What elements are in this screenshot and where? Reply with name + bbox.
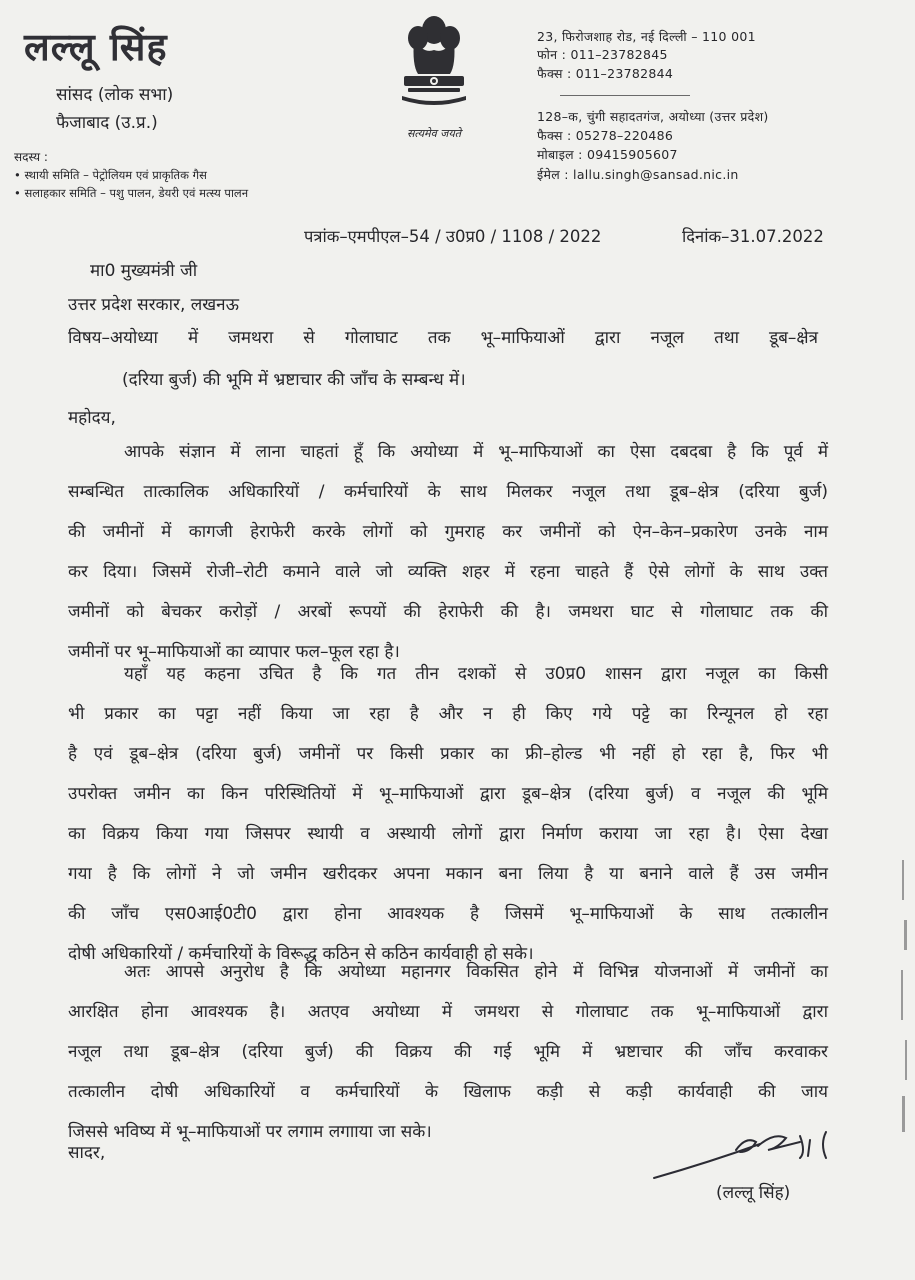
paragraph-line: सम्बन्धित तात्कालिक अधिकारियों / कर्मचारियों के साथ मिलकर नजूल तथा डूब–क्षेत्र (दरिया बुर्ज) xyxy=(68,482,828,502)
reference-number: पत्रांक–एमपीएल–54 / उ0प्र0 / 1108 / 2022 xyxy=(304,227,602,246)
subject-line: विषय–अयोध्या में जमथरा से गोलाघाट तक भू–माफियाओं द्वारा नजूल तथा डूब–क्षेत्र xyxy=(68,328,818,348)
addressee-line: मा0 मुख्यमंत्री जी xyxy=(90,261,198,281)
paragraph-line: भी प्रकार का पट्टा नहीं किया जा रहा है और न ही किए गये पट्टे का रिन्यूनल हो रहा xyxy=(68,704,828,724)
paragraph-line: तत्कालीन दोषी अधिकारियों व कर्मचारियों के खिलाफ कड़ी से कड़ी कार्यवाही की जाय xyxy=(68,1082,828,1102)
ashoka-emblem-icon xyxy=(392,10,476,110)
paragraph-line: आरक्षित होना आवश्यक है। अतएव अयोध्या में जमथरा से गोलाघाट तक भू–माफियाओं द्वारा xyxy=(68,1002,828,1022)
signatory-name: (लल्लू सिंह) xyxy=(716,1183,791,1203)
subject xyxy=(68,318,818,358)
paragraph-line: उपरोक्त जमीन का किन परिस्थितियों में भू–माफियाओं द्वारा डूब–क्षेत्र (दरिया बुर्ज) व नजूल की भूमि xyxy=(68,784,828,804)
paragraph-line: गया है कि लोगों ने जो जमीन खरीदकर अपना मकान बना लिया है या बनाने वाले हैं उस जमीन xyxy=(68,864,828,884)
subject-line: (दरिया बुर्ज) की भूमि में भ्रष्टाचार की जाँच के सम्बन्ध में। xyxy=(122,370,466,390)
mp-name-heading: लल्लू सिंह xyxy=(24,25,168,69)
paragraph-line: आपके संज्ञान में लाना चाहतां हूँ कि अयोध्या में भू–माफियाओं का ऐसा दबदबा है कि पूर्व में xyxy=(124,442,828,462)
delhi-street: 23, फिरोजशाह रोड, नई दिल्ली – 110 001 xyxy=(537,29,756,44)
paragraph-line: की जमीनों में कागजी हेराफेरी करके लोगों को गुमराह कर जमीनों को ऐन–केन–प्रकारेण उनके नाम xyxy=(68,522,828,542)
salutation: महोदय, xyxy=(68,408,116,428)
paragraph-line: जिससे भविष्य में भू–माफियाओं पर लगाम लगााया जा सके। xyxy=(68,1122,432,1142)
paragraph-line: अतः आपसे अनुरोध है कि अयोध्या महानगर विकसित होने में विभिन्न योजनाओं में जमीनों का xyxy=(124,962,828,982)
committees-heading: सदस्य : xyxy=(14,150,48,164)
paragraph-line: की जाँच एस0आई0टी0 द्वारा होना आवश्यक है जिसमें भू–माफियाओं के साथ तत्कालीन xyxy=(68,904,828,924)
paragraph-line: जमीनों पर भू–माफियाओं का व्यापार फल–फूल रहा है। xyxy=(68,642,400,662)
ayodhya-street: 128–क, चुंगी सहादतगंज, अयोध्या (उत्तर प्रदेश) xyxy=(537,109,769,124)
addressee-line: उत्तर प्रदेश सरकार, लखनऊ xyxy=(68,295,239,315)
mp-designation: सांसद (लोक सभा) xyxy=(56,85,174,105)
paragraph-2 xyxy=(68,654,828,974)
ayodhya-fax: फैक्स : 05278–220486 xyxy=(537,128,674,143)
paragraph-line: है एवं डूब–क्षेत्र (दरिया बुर्ज) जमीनों पर किसी प्रकार का फ्री–होल्ड भी नहीं हो रहा है, फिर भी xyxy=(68,744,828,764)
address-divider xyxy=(560,95,690,96)
letter-date: दिनांक–31.07.2022 xyxy=(682,227,824,246)
paragraph-line: का विक्रय किया गया जिसपर स्थायी व अस्थायी लोगों द्वारा निर्माण कराया जा रहा है। ऐसा देखा xyxy=(68,824,828,844)
signature-icon xyxy=(650,1122,840,1182)
paragraph-1 xyxy=(68,432,828,672)
scan-edge-marks xyxy=(898,860,912,1140)
paragraph-line: दोषी अधिकारियों / कर्मचारियों के विरूद्ध कठिन से कठिन कार्यवाही हो सके। xyxy=(68,944,534,964)
paragraph-line: नजूल तथा डूब–क्षेत्र (दरिया बुर्ज) की विक्रय की गई भूमि में भ्रष्टाचार की जाँच करवाकर xyxy=(68,1042,828,1062)
delhi-phone: फोन : 011–23782845 xyxy=(537,47,668,62)
ayodhya-email: ईमेल : lallu.singh@sansad.nic.in xyxy=(537,167,739,182)
paragraph-line: यहाँ यह कहना उचित है कि गत तीन दशकों से उ0प्र0 शासन द्वारा नजूल का किसी xyxy=(124,664,828,684)
committee-item: • सलाहकार समिति – पशु पालन, डेयरी एवं मत्स्य पालन xyxy=(14,186,249,200)
ayodhya-mobile: मोबाइल : 09415905607 xyxy=(537,147,678,162)
paragraph-line: जमीनों को बेचकर करोड़ों / अरबों रूपयों की हेराफेरी की है। जमथरा घाट से गोलाघाट तक की xyxy=(68,602,828,622)
constituency: फैजाबाद (उ.प्र.) xyxy=(56,113,158,133)
committee-item: • स्थायी समिति – पेट्रोलियम एवं प्राकृतिक गैस xyxy=(14,168,207,182)
motto: सत्यमेव जयते xyxy=(406,127,461,140)
delhi-fax: फैक्स : 011–23782844 xyxy=(537,66,674,81)
paragraph-line: कर दिया। जिसमें रोजी–रोटी कमाने वाले जो व्यक्ति शहर में रहना चाहते हैं ऐसे लोगों के साथ उक्त xyxy=(68,562,828,582)
closing: सादर, xyxy=(68,1143,106,1163)
